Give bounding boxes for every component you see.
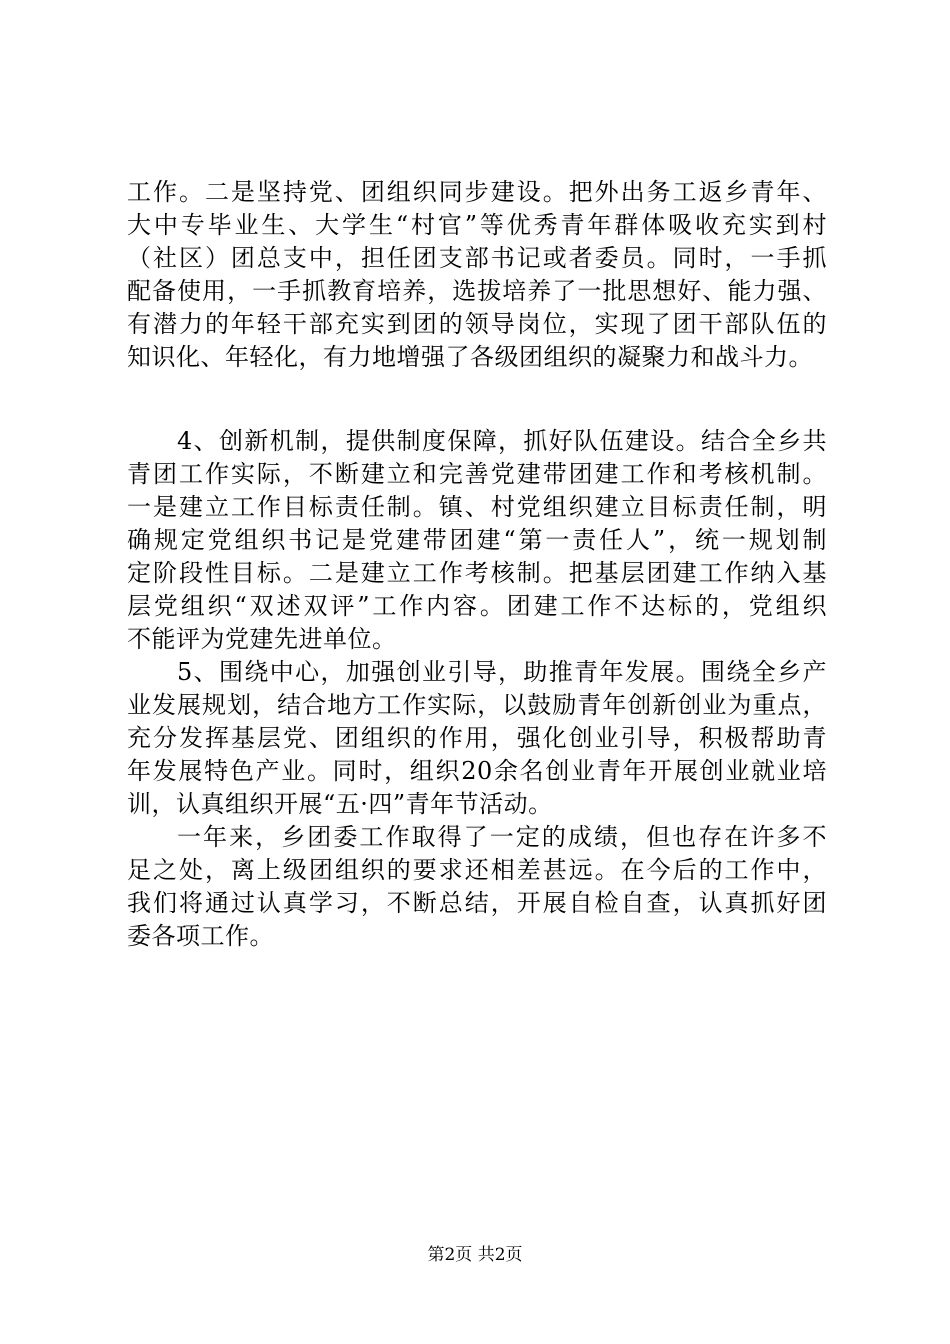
text-line: 4、创新机制，提供制度保障，抓好队伍建设。结合全乡共 [177,427,827,455]
text-line: 工作。二是坚持党、团组织同步建设。把外出务工返乡青年、 [127,178,827,206]
paragraph-4 [127,821,827,953]
text-line: 知识化、年轻化，有力地增强了各级团组织的凝聚力和战斗力。 [127,343,813,371]
text-line: 业发展规划，结合地方工作实际，以鼓励青年创新创业为重点， [127,691,827,719]
text-line: 确规定党组织书记是党建带团建“第一责任人”，统一规划制 [127,526,827,554]
text-line: 不能评为党建先进单位。 [127,625,397,653]
text-line: 委各项工作。 [127,922,274,950]
text-line: 充分发挥基层党、团组织的作用，强化创业引导，积极帮助青 [127,724,827,752]
paragraph-3 [127,656,827,821]
text-line: 年发展特色产业。同时，组织20余名创业青年开展创业就业培 [127,757,827,785]
text-line: （社区）团总支中，担任团支部书记或者委员。同时，一手抓 [127,244,827,272]
text-line: 层党组织“双述双评”工作内容。团建工作不达标的，党组织 [127,592,827,620]
paragraph-2 [127,425,827,656]
text-line: 足之处，离上级团组织的要求还相差甚远。在今后的工作中， [127,856,827,884]
page-footer [0,1243,950,1267]
text-line: 定阶段性目标。二是建立工作考核制。把基层团建工作纳入基 [127,559,827,587]
text-line: 一年来，乡团委工作取得了一定的成绩，但也存在许多不 [177,823,827,851]
text-line: 一是建立工作目标责任制。镇、村党组织建立目标责任制，明 [127,493,827,521]
paragraph-spacer [127,374,827,425]
text-line: 训，认真组织开展“五·四”青年节活动。 [127,790,553,818]
text-line: 我们将通过认真学习，不断总结，开展自检自查，认真抓好团 [127,889,827,917]
text-line: 大中专毕业生、大学生“村官”等优秀青年群体吸收充实到村 [127,211,827,239]
page-number-label: 第2页 共2页 [427,1245,523,1265]
text-line: 青团工作实际，不断建立和完善党建带团建工作和考核机制。 [127,460,827,488]
text-line: 有潜力的年轻干部充实到团的领导岗位，实现了团干部队伍的 [127,310,827,338]
text-line: 5、围绕中心，加强创业引导，助推青年发展。围绕全乡产 [177,658,827,686]
document-body [127,176,827,953]
text-line: 配备使用，一手抓教育培养，选拔培养了一批思想好、能力强、 [127,277,827,305]
paragraph-1 [127,176,827,374]
